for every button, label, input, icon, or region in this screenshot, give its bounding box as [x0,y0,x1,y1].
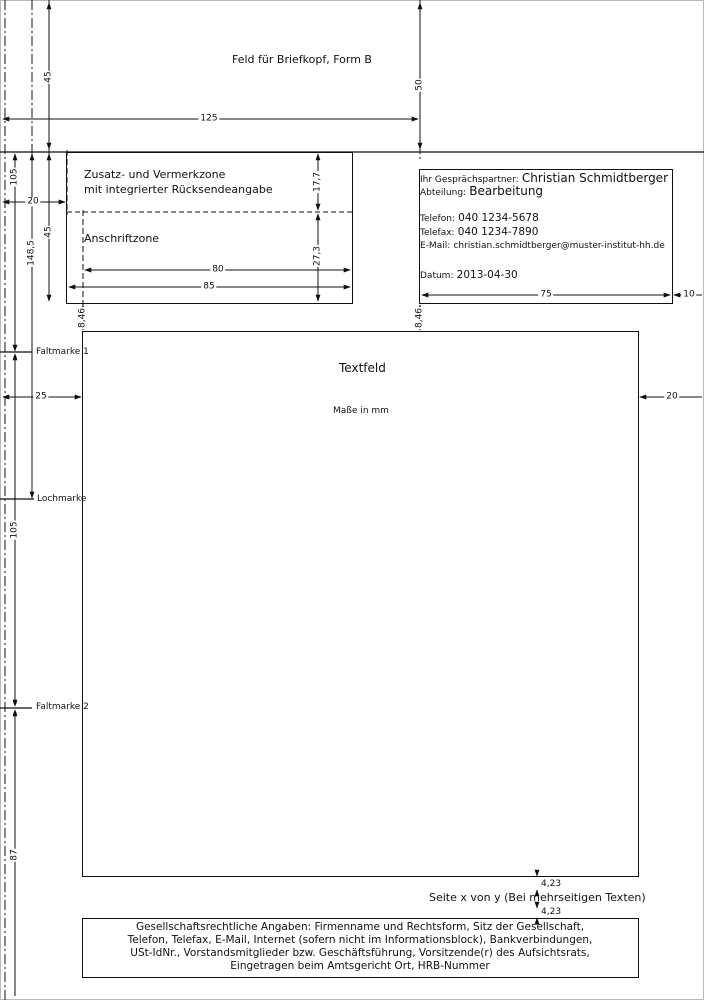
dim-label-148-5: 148,5 [26,240,37,266]
dim-label-20-left: 20 [27,196,39,207]
dim-label-4-23-b: 4,23 [541,907,562,917]
footer-line: Telefon, Telefax, E-Mail, Internet (sofern nicht im Informationsblock), Bankverbindungen, [127,934,593,946]
contact-line [420,172,668,185]
email-label: E-Mail: [420,241,451,251]
phone-value: 040 1234-5678 [458,212,539,224]
units-note: Maße in mm [333,406,389,416]
dim-label-87: 87 [9,849,20,861]
email-line [420,241,665,251]
dim-label-4-23-a: 4,23 [541,879,562,889]
date-label: Datum: [420,271,454,281]
dim-label-17-7: 17,7 [312,171,323,193]
hole-mark-label: Lochmarke [37,494,87,504]
date-value: 2013-04-30 [456,269,518,281]
dim-label-50: 50 [414,79,425,91]
dim-label-8-46-a: 8,46 [77,307,88,329]
dim-label-85: 85 [203,281,215,292]
footer-line: USt-IdNr., Vorstandsmitglieder bzw. Geschäftsführung, Vorsitzende(r) des Aufsichtsrats, [130,947,590,959]
footer-legal-info [84,921,636,973]
additional-zone-line-2: mit integrierter Rücksendeangabe [84,183,273,196]
address-zone-label: Anschriftzone [84,232,160,245]
dim-label-27-3: 27,3 [312,245,323,267]
text-field-title: Textfeld [339,361,386,375]
department-value: Bearbeitung [469,184,544,198]
dim-label-105-mid: 105 [9,521,20,539]
fax-line [420,227,538,238]
email-value: christian.schmidtberger@muster-institut-hh.de [453,241,665,251]
department-line [420,185,543,198]
dim-label-125: 125 [200,113,218,124]
dim-label-25: 25 [35,391,47,402]
page-count-label: Seite x von y (Bei mehrseitigen Texten) [429,891,646,904]
dim-label-10: 10 [683,289,695,300]
dim-label-45-addr: 45 [43,226,54,238]
fax-value: 040 1234-7890 [457,226,539,238]
fold-mark-2-label: Faltmarke 2 [36,702,89,712]
footer-line: Eingetragen beim Amtsgericht Ort, HRB-Nummer [230,960,490,972]
dim-label-8-46-b: 8,46 [414,307,425,329]
fold-mark-1-label: Faltmarke 1 [36,347,89,357]
phone-line [420,213,539,224]
dim-label-20-right: 20 [666,391,678,402]
header-field-label: Feld für Briefkopf, Form B [232,53,372,66]
dim-label-45-header: 45 [43,71,54,83]
phone-label: Telefon: [420,214,455,224]
fax-label: Telefax: [420,228,455,238]
dim-label-80: 80 [212,264,224,275]
date-line [420,270,518,281]
additional-zone-line-1: Zusatz- und Vermerkzone [84,168,226,181]
contact-label: Ihr Gesprächspartner: [420,175,519,185]
dim-label-75: 75 [540,289,552,300]
dim-label-105-top: 105 [9,168,20,186]
contact-value: Christian Schmidtberger [521,171,668,185]
department-label: Abteilung: [420,188,467,198]
footer-line: Gesellschaftsrechtliche Angaben: Firmenname und Rechtsform, Sitz der Gesellschaft, [135,921,585,933]
